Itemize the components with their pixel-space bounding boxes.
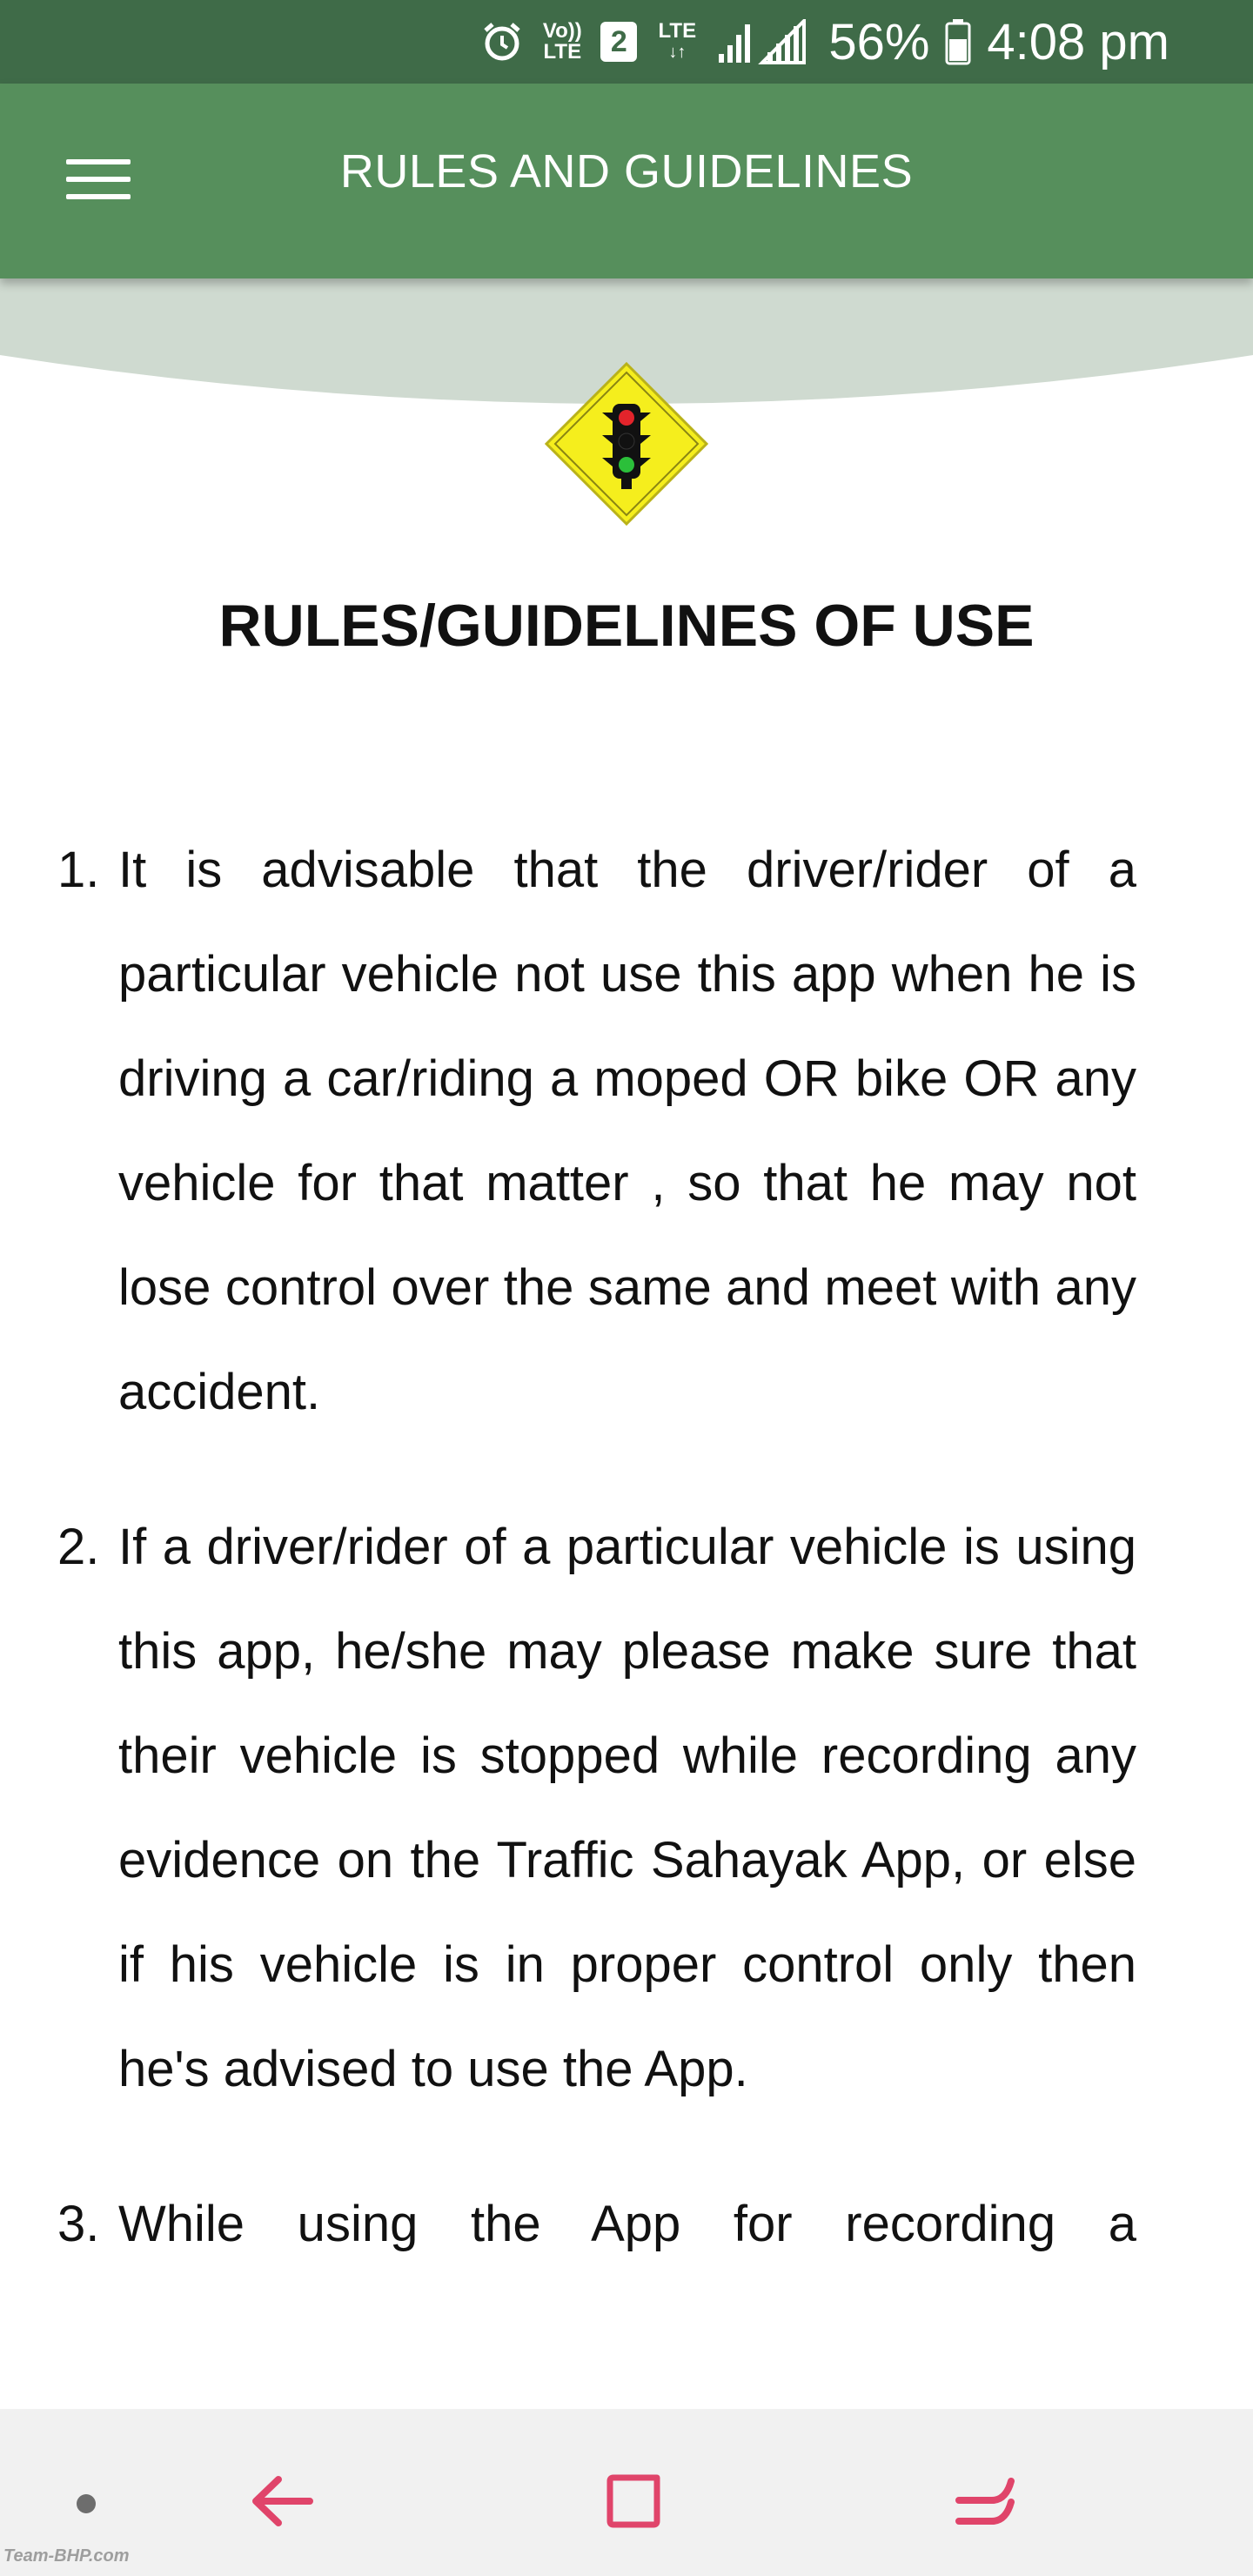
watermark: Team-BHP.com	[3, 2546, 130, 2566]
rule-number: 2.	[57, 1519, 100, 1575]
app-bar	[0, 84, 1253, 278]
list-item	[57, 2172, 1136, 2277]
recents-icon	[950, 2471, 1020, 2532]
list-item	[57, 1495, 1136, 2122]
back-arrow-icon	[247, 2471, 317, 2532]
alarm-icon	[480, 16, 524, 68]
lte-data-icon: LTE ↓↑	[658, 19, 697, 62]
battery-icon	[945, 16, 971, 68]
rule-text: If a driver/rider of a particular vehicle is using this app, he/she may please make sure that their vehicle is stopped while recording any evidence on the Traffic Sahayak App, or else if his vehicle is in proper control only then he's advised to use the App.	[118, 1519, 1136, 2097]
volte-icon: Vo)) LTE	[542, 19, 582, 64]
rules-list	[57, 818, 1136, 2327]
battery-percent: 56%	[828, 13, 930, 70]
status-time: 4:08 pm	[987, 13, 1169, 70]
home-button[interactable]	[581, 2449, 686, 2553]
navigation-bar	[0, 2409, 1253, 2576]
rule-number: 3.	[57, 2196, 100, 2252]
page-title: RULES AND GUIDELINES	[339, 145, 914, 198]
sim-2-icon: 2	[600, 16, 637, 68]
list-item	[57, 818, 1136, 1445]
status-bar	[0, 0, 1253, 84]
signal-icon	[717, 16, 813, 68]
dot-indicator-icon	[77, 2494, 96, 2513]
rule-text: While using the App for recording a	[118, 2196, 1136, 2252]
lte-label: LTE	[658, 19, 697, 43]
rules-heading: RULES/GUIDELINES OF USE	[218, 593, 1035, 659]
traffic-light-sign-icon	[541, 359, 712, 529]
rule-number: 1.	[57, 842, 100, 898]
back-button[interactable]	[230, 2449, 334, 2553]
home-square-icon	[603, 2471, 664, 2532]
recents-button[interactable]	[933, 2449, 1037, 2553]
rule-text: It is advisable that the driver/rider of a particular vehicle not use this app when he is driving a car/riding a moped OR bike OR any vehicle for that matter , so that he may not lose control over the same and meet with any accident.	[118, 842, 1136, 1420]
